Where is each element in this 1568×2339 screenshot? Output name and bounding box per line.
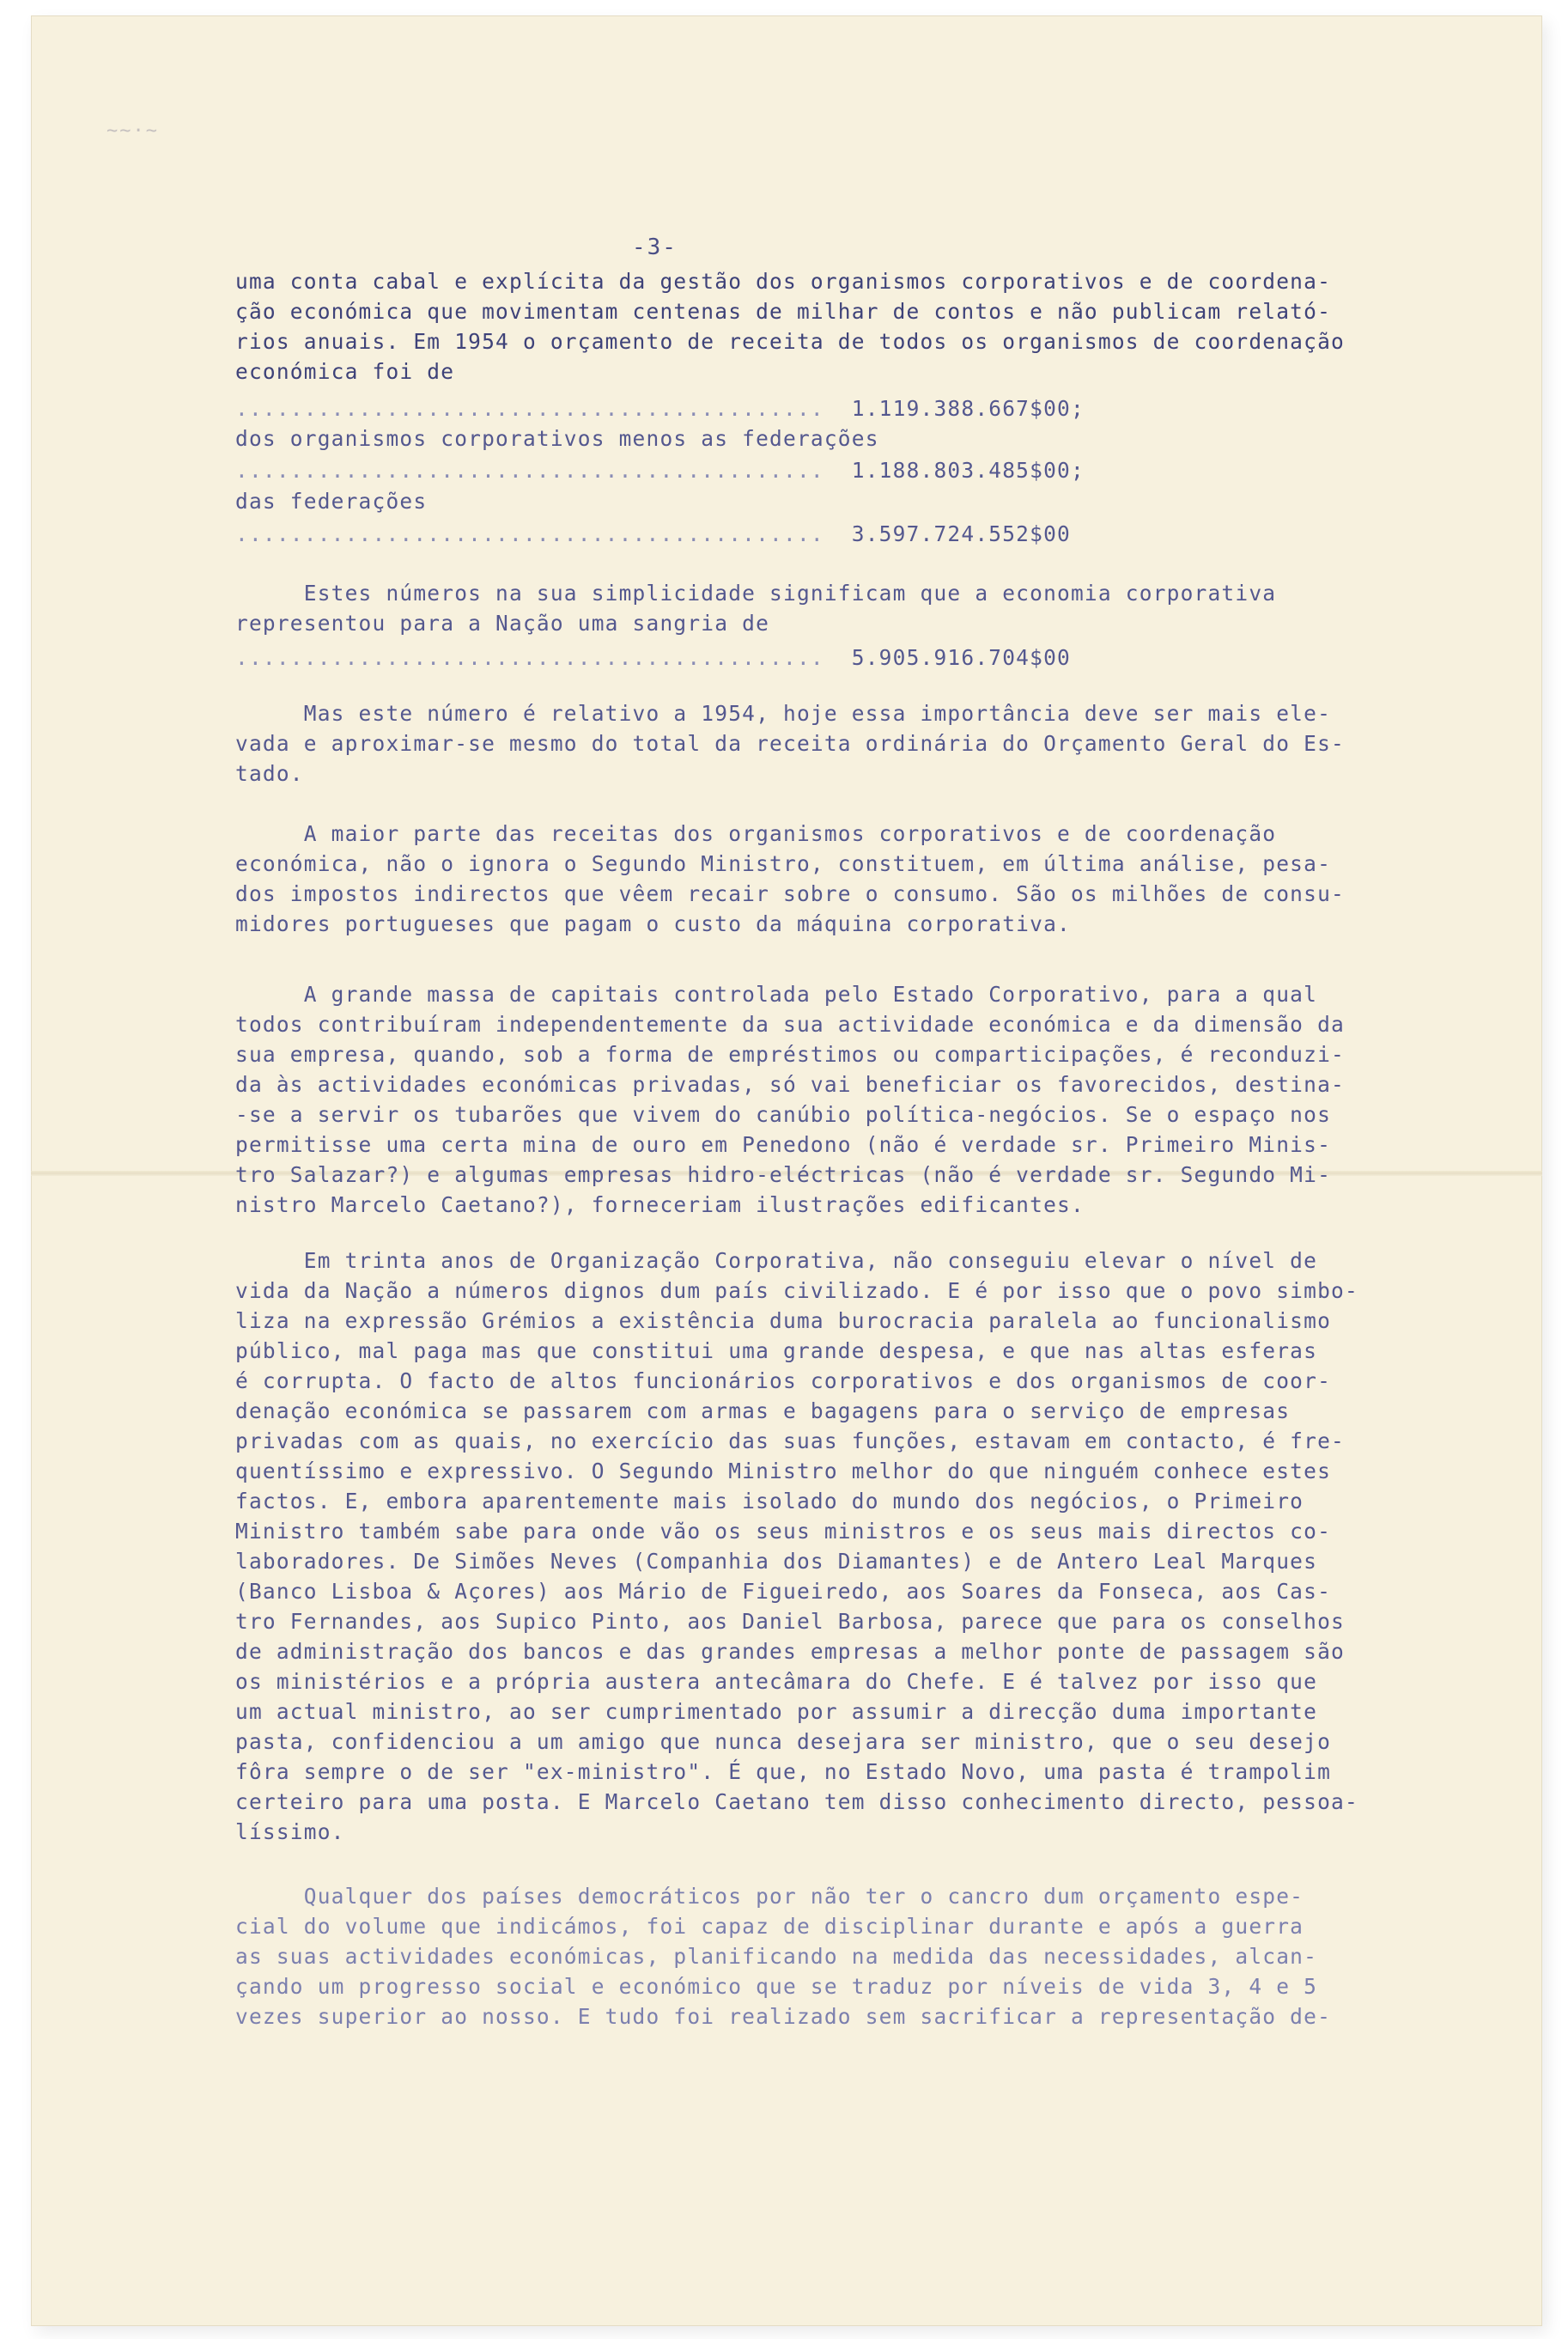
text-line: midores portugueses que pagam o custo da máquina corporativa. xyxy=(235,911,1071,936)
text-line: dos impostos indirectos que vêem recair sobre o consumo. São os milhões de consu- xyxy=(235,881,1345,906)
figure-value: 3.597.724.552$00 xyxy=(851,521,1071,546)
figure-label-2: dos organismos corporativos menos as federações xyxy=(235,426,879,451)
text-line: público, mal paga mas que constitui uma grande despesa, e que nas altas esferas xyxy=(235,1338,1318,1363)
text-line: de administração dos bancos e das grandes empresas a melhor ponte de passagem são xyxy=(235,1639,1345,1664)
paragraph-2 xyxy=(235,819,1489,939)
text-line: representou para a Nação uma sangria de xyxy=(235,611,770,636)
text-line: -se a servir os tubarões que vivem do canúbio política-negócios. Se o espaço nos xyxy=(235,1102,1332,1127)
text-line: da às actividades económicas privadas, só vai beneficiar os favorecidos, destina- xyxy=(235,1072,1345,1097)
text-line: é corrupta. O facto de altos funcionários corporativos e dos organismos de coor- xyxy=(235,1368,1332,1393)
text-line: vezes superior ao nosso. E tudo foi realizado sem sacrificar a representação de- xyxy=(235,2004,1332,2029)
text-line: tro Fernandes, aos Supico Pinto, aos Daniel Barbosa, parece que para os conselhos xyxy=(235,1609,1345,1634)
text-line: certeiro para uma posta. E Marcelo Caetano tem disso conhecimento directo, pessoa- xyxy=(235,1789,1358,1814)
text-line: um actual ministro, ao ser cumprimentado por assumir a direcção duma importante xyxy=(235,1699,1318,1724)
page-number: -3- xyxy=(632,235,678,260)
text-line: liza na expressão Grémios a existência duma burocracia paralela ao funcionalismo xyxy=(235,1308,1332,1333)
text-line: económica, não o ignora o Segundo Ministro, constituem, em última análise, pesa- xyxy=(235,851,1332,876)
text-line: Estes números na sua simplicidade significam que a economia corporativa xyxy=(235,581,1277,606)
text-line: privadas com as quais, no exercício das suas funções, estavam em contacto, é fre- xyxy=(235,1428,1345,1453)
leader-dots: ........................................... xyxy=(235,645,824,670)
text-line: os ministérios e a própria austera antecâmara do Chefe. E é talvez por isso que xyxy=(235,1669,1318,1694)
text-line: (Banco Lisboa & Açores) aos Mário de Figueiredo, aos Soares da Fonseca, aos Cas- xyxy=(235,1579,1332,1604)
intro-line: uma conta cabal e explícita da gestão dos organismos corporativos e de coordena- xyxy=(235,269,1332,294)
text-line: vida da Nação a números dignos dum país civilizado. E é por isso que o povo simbo- xyxy=(235,1278,1358,1303)
text-line: laboradores. De Simões Neves (Companhia dos Diamantes) e de Antero Leal Marques xyxy=(235,1549,1318,1574)
text-line: denação económica se passarem com armas e bagagens para o serviço de empresas xyxy=(235,1398,1291,1423)
total-value: 5.905.916.704$00 xyxy=(851,645,1071,670)
text-line: cial do volume que indicámos, foi capaz de disciplinar durante e após a guerra xyxy=(235,1914,1304,1939)
text-line: as suas actividades económicas, planificando na medida das necessidades, alcan- xyxy=(235,1944,1318,1969)
leader-dots: ........................................... xyxy=(235,458,824,483)
text-line: Ministro também sabe para onde vão os seus ministros e os seus mais directos co- xyxy=(235,1519,1332,1544)
intro-paragraph xyxy=(235,266,1489,387)
intro-line: rios anuais. Em 1954 o orçamento de receita de todos os organismos de coordenação xyxy=(235,329,1345,354)
leader-dots: ........................................... xyxy=(235,521,824,546)
text-line: çando um progresso social e económico que se traduz por níveis de vida 3, 4 e 5 xyxy=(235,1974,1318,1999)
text-line: líssimo. xyxy=(235,1819,345,1844)
text-line: A grande massa de capitais controlada pelo Estado Corporativo, para a qual xyxy=(235,982,1318,1007)
leader-dots: ........................................... xyxy=(235,396,824,421)
text-line: fôra sempre o de ser "ex-ministro". É que, no Estado Novo, uma pasta é trampolim xyxy=(235,1759,1332,1784)
text-line: sua empresa, quando, sob a forma de empréstimos ou comparticipações, é reconduzi- xyxy=(235,1042,1345,1067)
document-page xyxy=(31,15,1542,2326)
text-line: nistro Marcelo Caetano?), forneceriam ilustrações edificantes. xyxy=(235,1192,1085,1217)
text-line: factos. E, embora aparentemente mais isolado do mundo dos negócios, o Primeiro xyxy=(235,1489,1304,1514)
total-line xyxy=(235,643,1489,673)
text-line: todos contribuíram independentemente da sua actividade económica e da dimensão da xyxy=(235,1012,1345,1037)
figure-line-1 xyxy=(235,393,1489,423)
text-line: A maior parte das receitas dos organismos corporativos e de coordenação xyxy=(235,821,1277,846)
ink-smudge: ~~·~ xyxy=(106,120,159,142)
text-line: tado. xyxy=(235,761,304,786)
text-line: permitisse uma certa mina de ouro em Penedono (não é verdade sr. Primeiro Minis- xyxy=(235,1132,1332,1157)
sum-paragraph xyxy=(235,578,1489,638)
paragraph-3 xyxy=(235,979,1489,1220)
text-line: Qualquer dos países democráticos por não ter o cancro dum orçamento espe- xyxy=(235,1884,1304,1909)
text-line: Em trinta anos de Organização Corporativa, não conseguiu elevar o nível de xyxy=(235,1248,1318,1273)
text-line: pasta, confidenciou a um amigo que nunca desejara ser ministro, que o seu desejo xyxy=(235,1729,1332,1754)
figure-line-2 xyxy=(235,455,1489,485)
figure-label-3: das federações xyxy=(235,489,428,514)
paragraph-1 xyxy=(235,698,1489,789)
text-line: quentíssimo e expressivo. O Segundo Ministro melhor do que ninguém conhece estes xyxy=(235,1459,1332,1483)
figure-line-3 xyxy=(235,519,1489,549)
intro-line: ção económica que movimentam centenas de milhar de contos e não publicam relató- xyxy=(235,299,1332,324)
figure-value: 1.188.803.485$00; xyxy=(851,458,1085,483)
text-line: tro Salazar?) e algumas empresas hidro-eléctricas (não é verdade sr. Segundo Mi- xyxy=(235,1162,1332,1187)
paragraph-5 xyxy=(235,1881,1489,2031)
text-line: Mas este número é relativo a 1954, hoje essa importância deve ser mais ele- xyxy=(235,701,1332,726)
intro-line: económica foi de xyxy=(235,359,455,384)
figure-value: 1.119.388.667$00; xyxy=(851,396,1085,421)
text-line: vada e aproximar-se mesmo do total da receita ordinária do Orçamento Geral do Es- xyxy=(235,731,1345,756)
paragraph-4 xyxy=(235,1246,1489,1847)
